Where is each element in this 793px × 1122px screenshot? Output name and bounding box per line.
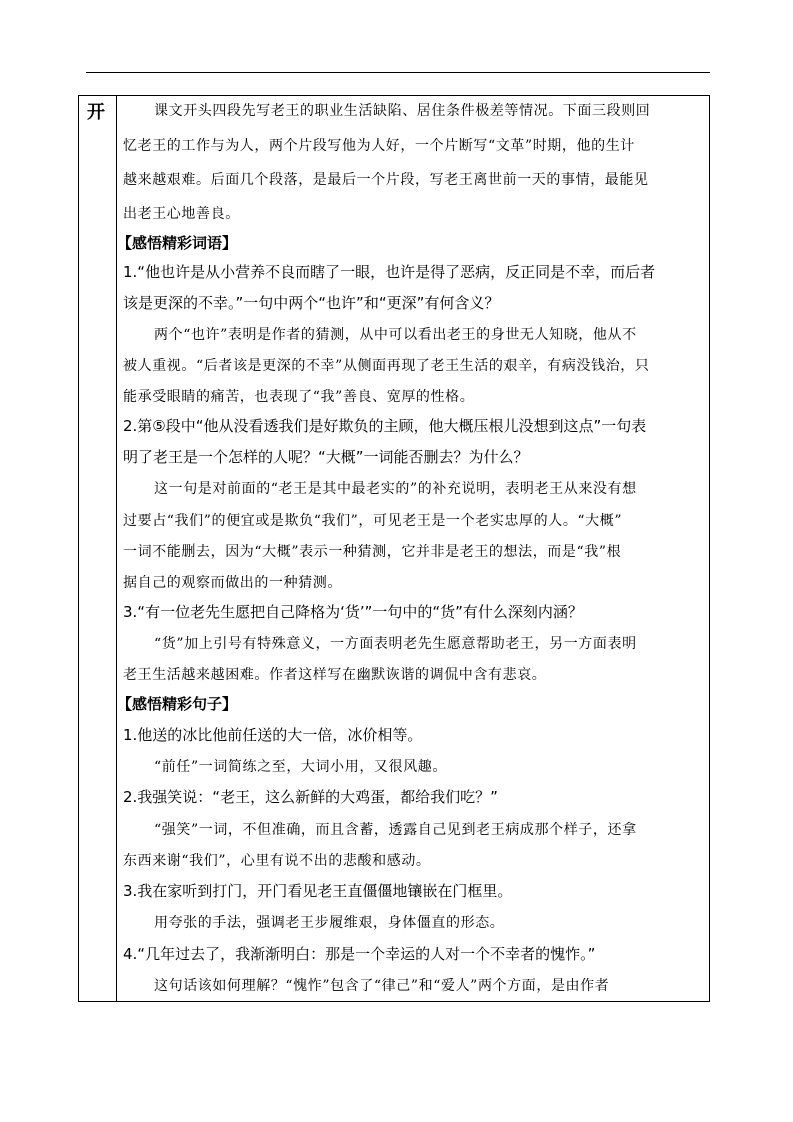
sentence-line: 1.他送的冰比他前任送的大一倍，冰价相等。 bbox=[123, 726, 423, 744]
note-line: “前任”一词简练之至，大词小用，又很风趣。 bbox=[154, 759, 447, 775]
question-line: 1.“他也许是从小营养不良而瞎了一眼，也许是得了恶病，反正同是不幸，而后者 bbox=[123, 263, 656, 281]
answer-line: 两个“也许”表明是作者的猜测，从中可以看出老王的身世无人知晓，他从不 bbox=[154, 327, 637, 343]
section-heading-words: 【感悟精彩词语】 bbox=[117, 234, 238, 252]
intro-line: 忆老王的工作与为人，两个片段写他为人好，一个片断写“文革”时期，他的生计 bbox=[123, 138, 635, 154]
side-label: 开 bbox=[87, 102, 105, 123]
answer-line: 这一句是对前面的“老王是其中最老实的”的补充说明，表明老王从来没有想 bbox=[154, 481, 637, 497]
content-table bbox=[78, 95, 710, 1002]
column-divider bbox=[116, 96, 117, 1001]
sentence-line: 3.我在家听到打门，开门看见老王直僵僵地镶嵌在门框里。 bbox=[123, 882, 513, 900]
page-header-rule bbox=[86, 72, 710, 73]
sentence-line: 2.我强笑说：“老王，这么新鲜的大鸡蛋，都给我们吃？” bbox=[123, 788, 498, 806]
note-line: 东西来谢“我们”，心里有说不出的悲酸和感动。 bbox=[123, 853, 431, 869]
section-heading-sentences: 【感悟精彩句子】 bbox=[117, 695, 238, 713]
side-label-cell bbox=[79, 96, 116, 1001]
answer-line: 过要占“我们”的便宜或是欺负“我们”，可见老王是一个老实忠厚的人。“大概” bbox=[123, 513, 623, 529]
answer-line: 能承受眼睛的痛苦，也表现了“我”善良、宽厚的性格。 bbox=[123, 389, 475, 405]
question-line: 2.第⑤段中“他从没看透我们是好欺负的主顾，他大概压根儿没想到这点”一句表 bbox=[123, 417, 647, 435]
note-line: 这句话该如何理解？“愧怍”包含了“律己”和“爱人”两个方面，是由作者 bbox=[154, 978, 610, 994]
intro-line: 越来越艰难。后面几个段落，是最后一个片段，写老王离世前一天的事情，最能见 bbox=[123, 172, 649, 188]
note-line: “强笑”一词，不但准确，而且含蓄，透露自己见到老王病成那个样子，还拿 bbox=[154, 822, 637, 838]
answer-line: 老王生活越来越困难。作者这样写在幽默诙谐的调侃中含有悲哀。 bbox=[123, 667, 547, 683]
intro-line: 出老王心地善良。 bbox=[123, 206, 240, 222]
question-line: 3.“有一位老先生愿把自己降格为‘货’”一句中的“货”有什么深刻内涵？ bbox=[123, 603, 583, 621]
note-line: 用夸张的手法，强调老王步履维艰，身体僵直的形态。 bbox=[154, 915, 505, 931]
question-line: 该是更深的不幸。”一句中两个“也许”和“更深”有何含义？ bbox=[123, 294, 500, 312]
answer-line: 被人重视。“后者该是更深的不幸”从侧面再现了老王生活的艰辛，有病没钱治，只 bbox=[123, 358, 650, 374]
sentence-line: 4.“几年过去了，我渐渐明白：那是一个幸运的人对一个不幸者的愧怍。” bbox=[123, 945, 596, 963]
answer-line: 据自己的观察而做出的一种猜测。 bbox=[123, 575, 342, 591]
question-line: 明了老王是一个怎样的人呢？“大概”一词能否删去？为什么？ bbox=[123, 448, 529, 466]
answer-line: “货”加上引号有特殊意义，一方面表明老先生愿意帮助老王，另一方面表明 bbox=[154, 636, 637, 652]
intro-line: 课文开头四段先写老王的职业生活缺陷、居住条件极差等情况。下面三段则回 bbox=[154, 103, 651, 119]
answer-line: 一词不能删去，因为“大概”表示一种猜测，它并非是老王的想法，而是“我”根 bbox=[123, 544, 622, 560]
